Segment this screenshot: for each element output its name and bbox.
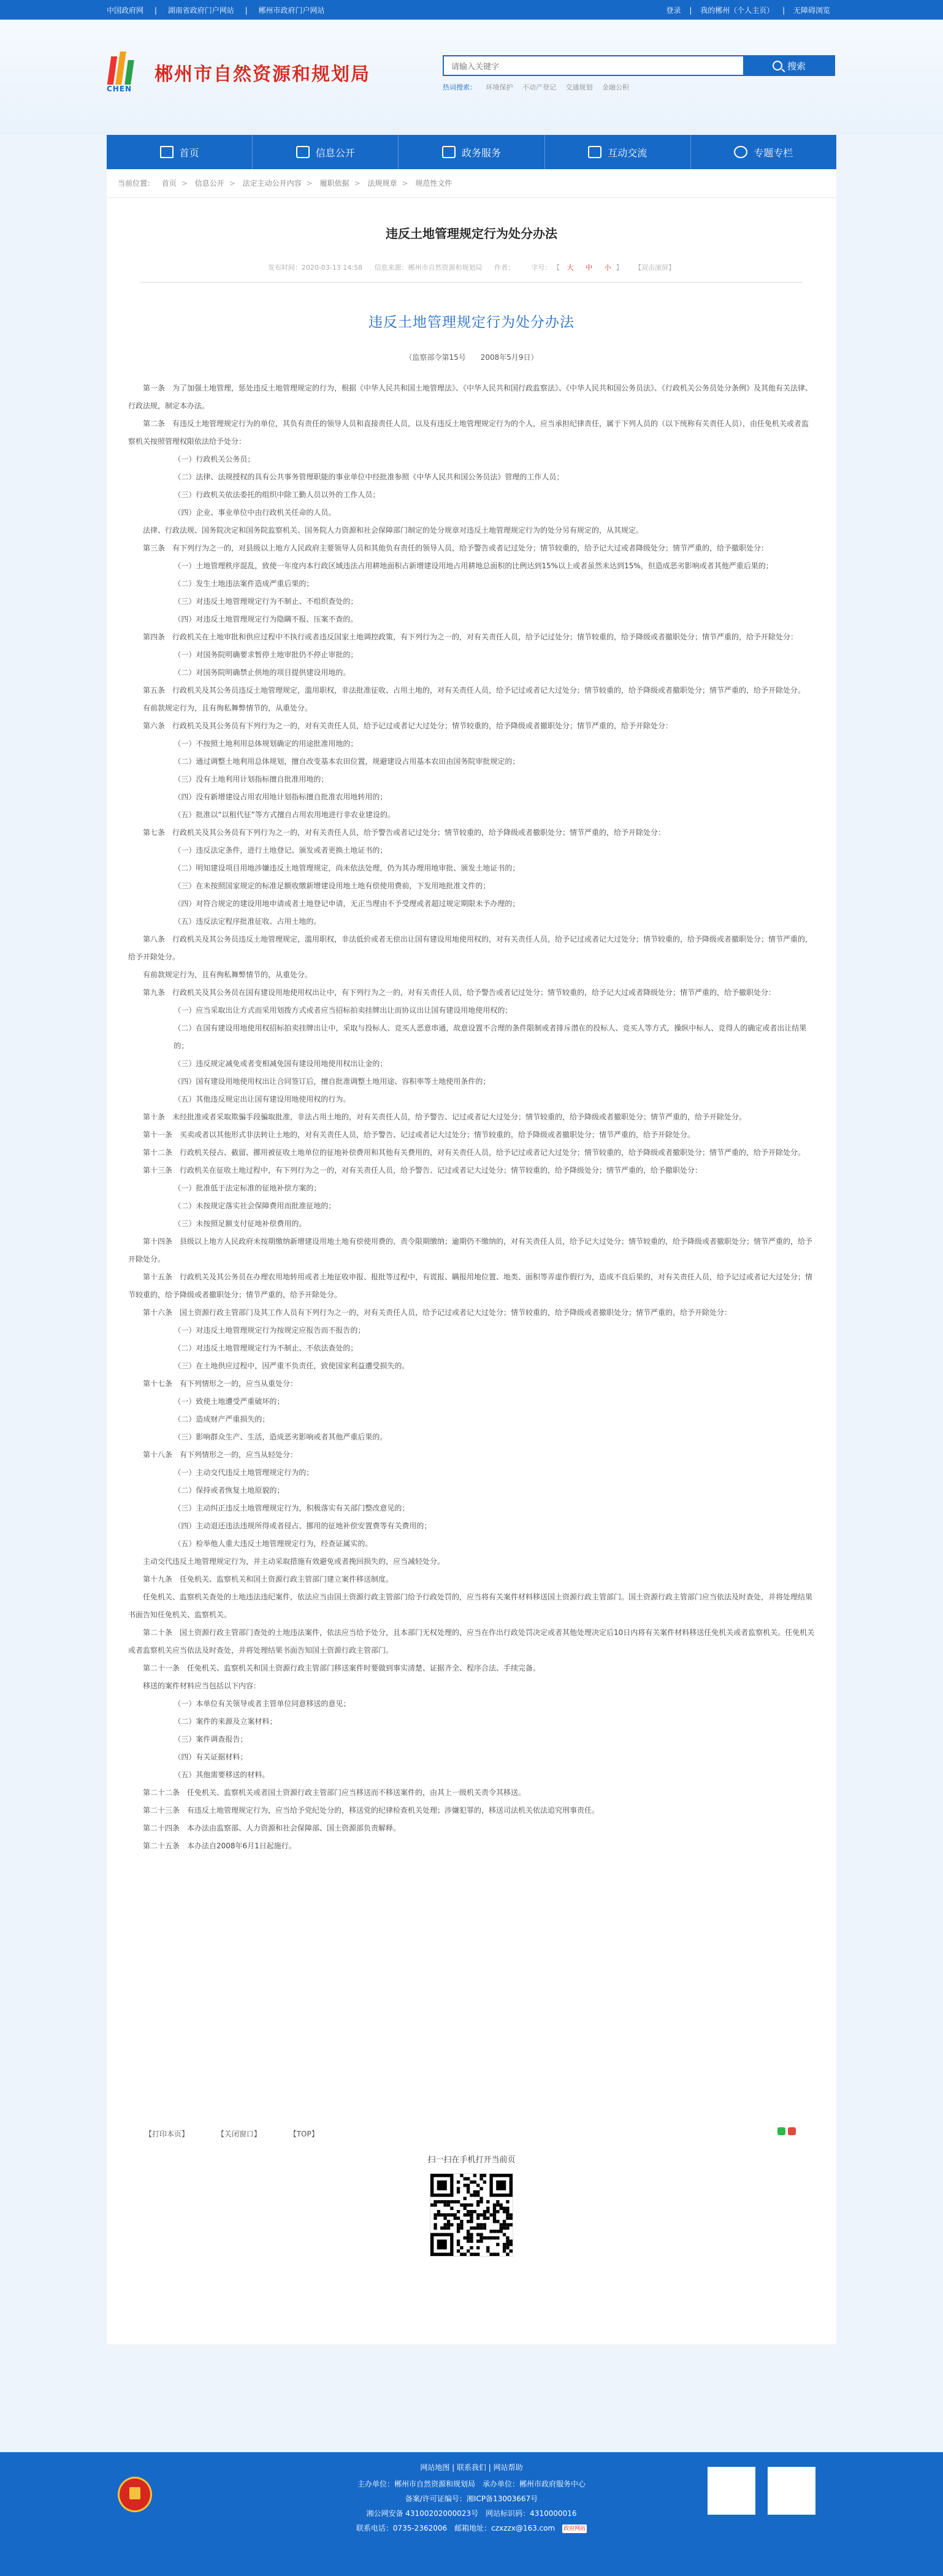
site-header: [0, 20, 943, 135]
nav-label: 首页: [179, 147, 199, 159]
footer-qr-codes: [695, 2467, 815, 2515]
paragraph: 第二条 有违反土地管理规定行为的单位，其负有责任的领导人员和直接责任人员，以及有违反土地管理规定行为的个人，应当承担纪律责任，属于下列人员的（以下统称有关责任人员），由任免机关或者监察机关按照管理权限依法给予处分：: [128, 419, 809, 446]
nav-home[interactable]: [107, 135, 253, 169]
paragraph: 第十二条 行政机关侵占、截留、挪用被征收土地单位的征地补偿费用和其他有关费用的，对有关责任人员，给予记过或者记大过处分；情节较重的，给予降级或者撤职处分；情节严重的，给予开除处分。: [143, 1148, 806, 1157]
article-meta: [107, 262, 836, 272]
breadcrumb-item[interactable]: 法规规章: [367, 179, 397, 188]
list-item: （一）应当采取出让方式而采用划拨方式或者应当招标拍卖挂牌出让而协议出让国有建设用地使用权的；: [174, 1006, 513, 1015]
accessibility-link[interactable]: 无障碍浏览: [793, 6, 830, 15]
link-hunan-portal[interactable]: 湖南省政府门户网站: [167, 6, 234, 15]
hot-words-label: 热词搜索：: [443, 83, 476, 91]
list-item: （一）对违反土地管理规定行为按规定应报告而不报告的；: [174, 1326, 365, 1335]
list-item: （三）在未按照国家规定的标准足额收缴新增建设用地土地有偿使用费前，下发用地批准文件的；: [174, 882, 491, 890]
paragraph: 第十一条 买卖或者以其他形式非法转让土地的，对有关责任人员，给予警告、记过或者记大过处分；情节较重的，给予降级或者撤职处分；情节严重的，给予开除处分。: [143, 1130, 695, 1139]
print-button[interactable]: 【打印本页】: [145, 2130, 189, 2138]
list-item: （二）法律、法规授权的具有公共事务管理职能的事业单位中经批准参照《中华人民共和国公务员法》管理的工作人员；: [174, 473, 564, 481]
qr-caption: 扫一扫在手机打开当前页: [427, 2155, 516, 2165]
font-size-control: 字号： 【 大 中 小 】: [531, 264, 625, 272]
list-item: （二）发生土地违法案件造成严重后果的；: [174, 579, 314, 588]
list-item: （三）违反规定减免或者变相减免国有建设用地使用权出让金的；: [174, 1059, 388, 1068]
list-item: （三）没有土地利用计划指标擅自批准用地的；: [174, 775, 329, 783]
paragraph: 第十七条 有下列情形之一的，应当从重处分：: [143, 1379, 298, 1388]
list-item: （二）造成财产严重损失的；: [174, 1415, 270, 1423]
breadcrumb-label: 当前位置：: [118, 179, 155, 188]
hot-word[interactable]: 交通规划: [565, 83, 593, 91]
search-button-label: 搜索: [787, 60, 806, 72]
gov-site-badge[interactable]: 政府网站: [563, 2525, 586, 2532]
footer-icp[interactable]: 备案/许可证编号：湘ICP备13003667号: [405, 2494, 538, 2503]
paragraph: 任免机关、监察机关查处的土地违法违纪案件，依法应当由国土资源行政主管部门给予行政处罚的，应当将有关案件材料移送国土资源行政主管部门。国土资源行政主管部门应当依法及时查处，并将处理结果书面告知任免机关、监察机关。: [128, 1593, 813, 1619]
list-item: （一）行政机关公务员；: [174, 455, 255, 463]
footer-host: 主办单位：郴州市自然资源和规划局 承办单位：郴州市政府服务中心: [357, 2480, 586, 2488]
font-large-button[interactable]: 大: [567, 264, 574, 272]
article-body: [128, 379, 815, 1855]
nav-label: 专题专栏: [754, 147, 793, 159]
paragraph: 第二十四条 本办法由监察部、人力资源和社会保障部、国土资源部负责解释。: [143, 1824, 401, 1832]
paragraph: 第二十条 国土资源行政主管部门查处的土地违法案件，依法应当给予处分，且本部门无权处理的，应当在作出行政处罚决定或者其他处理决定后10日内将有关案件材料移送任免机关或者监察机关。任免机关或者监察机关应当依法及时查处，并将处理结果书面告知国土资源行政主管部门。: [128, 1628, 815, 1655]
top-user-links: 登录 | 我的郴州（个人主页） | 无障碍浏览: [666, 6, 830, 15]
search-button[interactable]: [743, 55, 835, 76]
weibo-share-icon[interactable]: [788, 2127, 796, 2135]
info-source: 信息来源：郴州市自然资源和规划局: [374, 264, 483, 272]
breadcrumb-item[interactable]: 首页: [161, 179, 177, 188]
my-chenzhou-link[interactable]: 我的郴州（个人主页）: [700, 6, 774, 15]
footer-links[interactable]: 网站地图 | 联系我们 | 网站帮助: [420, 2463, 523, 2472]
paragraph: 第十八条 有下列情形之一的，应当从轻处分：: [143, 1450, 298, 1459]
wechat-qr-code: [708, 2467, 755, 2515]
hot-word[interactable]: 不动产登记: [522, 83, 556, 91]
paragraph: 移送的案件材料应当包括以下内容：: [143, 1682, 261, 1690]
list-item: （一）对国务院明确要求暂停土地审批仍不停止审批的；: [174, 650, 358, 659]
paragraph: 第十九条 任免机关、监察机关和国土资源行政主管部门建立案件移送制度。: [143, 1575, 394, 1583]
list-item: （五）其他需要移送的材料。: [174, 1770, 270, 1779]
paragraph: 第二十一条 任免机关、监察机关和国土资源行政主管部门移送案件时要做到事实清楚、证据齐全、程序合法、手续完备。: [143, 1664, 541, 1672]
nav-info-disclosure[interactable]: [253, 135, 399, 169]
list-item: （四）有关证据材料；: [174, 1753, 248, 1761]
search-input[interactable]: 请输入关键字: [443, 55, 743, 76]
nav-label: 互动交流: [608, 147, 647, 159]
list-item: （一）违反法定条件，进行土地登记、颁发或者更换土地证书的；: [174, 846, 388, 855]
list-item: （四）主动退还违法违规所得或者侵占、挪用的征地补偿安置费等有关费用的；: [174, 1522, 432, 1530]
paragraph: 第七条 行政机关及其公务员有下列行为之一的，对有关责任人员，给予警告或者记过处分；情节较重的，给予降级或者撤职处分；情节严重的，给予开除处分：: [143, 828, 666, 837]
list-item: （四）对违反土地管理规定行为隐瞒不报、压案不查的。: [174, 615, 358, 623]
list-item: （二）保持或者恢复土地原貌的；: [174, 1486, 284, 1495]
list-item: （二）通过调整土地利用总体规划，擅自改变基本农田位置，规避建设占用基本农田由国务院审批规定的；: [174, 757, 520, 766]
close-window-button[interactable]: 【关闭窗口】: [216, 2130, 261, 2138]
share-icons: [775, 2127, 796, 2135]
link-gov-cn[interactable]: 中国政府网: [107, 6, 144, 15]
paragraph: 第八条 行政机关及其公务员违反土地管理规定，滥用职权，非法低价或者无偿出让国有建设用地使用权的，对有关责任人员，给予记过或者记大过处分；情节较重的，给予降级或者撤职处分；情节严重的，给予开除处分。: [128, 935, 813, 961]
font-small-button[interactable]: 小: [604, 264, 611, 272]
list-item: （三）影响群众生产、生活，造成恶劣影响或者其他严重后果的。: [174, 1433, 388, 1441]
paragraph: 第二十二条 任免机关、监察机关或者国土资源行政主管部门应当移送而不移送案件的，由其上一级机关责令其移送。: [143, 1788, 526, 1797]
paragraph: 第十条 未经批准或者采取欺骗手段骗取批准，非法占用土地的，对有关责任人员，给予警告、记过或者记大过处分；情节较重的，给予降级或者撤职处分；情节严重的，给予开除处分。: [143, 1113, 747, 1121]
list-item: （一）致使土地遭受严重破坏的；: [174, 1397, 284, 1406]
font-medium-button[interactable]: 中: [586, 264, 593, 272]
search-area: [443, 55, 836, 92]
nav-label: 信息公开: [315, 147, 355, 159]
paragraph: 第十三条 行政机关在征收土地过程中，有下列行为之一的，对有关责任人员，给予警告、记过或者记大过处分；情节较重的，给予降级处分；情节严重的，给予撤职处分：: [143, 1166, 703, 1175]
paragraph: 第四条 行政机关在土地审批和供应过程中不执行或者违反国家土地调控政策，有下列行为之一的，对有关责任人员，给予记过处分；情节较重的，给予降级或者撤职处分；情节严重的，给予开除处分：: [143, 633, 798, 641]
paragraph: 第六条 行政机关及其公务员有下列行为之一的，对有关责任人员，给予记过或者记大过处分；情节较重的，给予降级或者撤职处分；情节严重的，给予开除处分：: [143, 722, 673, 730]
publish-date: 发布时间：2020-03-13 14:58: [267, 264, 363, 272]
list-item: （一）本单位有关领导或者主管单位同意移送的意见；: [174, 1699, 351, 1708]
breadcrumb-item[interactable]: 规范性文件: [415, 179, 452, 188]
document-icon: [296, 146, 310, 158]
list-item: （四）国有建设用地使用权出让合同签订后，擅自批准调整土地用途、容积率等土地使用条件的；: [174, 1077, 491, 1086]
list-item: （二）对国务院明确禁止供地的项目提供建设用地的。: [174, 668, 351, 677]
list-item: （三）在土地供应过程中，因严重不负责任，致使国家利益遭受损失的。: [174, 1362, 410, 1370]
back-to-top-button[interactable]: 【TOP】: [289, 2130, 319, 2138]
paragraph: 第一条 为了加强土地管理，惩处违反土地管理规定的行为，根据《中华人民共和国土地管理法》、《中华人民共和国行政监察法》、《中华人民共和国公务员法》、《行政机关公务员处分条例》及其他有关法律、行政法规，制定本办法。: [128, 384, 813, 410]
qr-block: [107, 2153, 836, 2257]
document-title: 违反土地管理规定行为处分办法: [368, 314, 575, 330]
list-item: （三）行政机关依法委托的组织中除工勤人员以外的工作人员；: [174, 490, 380, 499]
breadcrumb-item[interactable]: 履职依据: [319, 179, 349, 188]
link-chenzhou-portal[interactable]: 郴州市政府门户网站: [258, 6, 325, 15]
document-number: （监察部令第15号 2008年5月9日）: [405, 353, 538, 362]
paragraph: 第二十三条 有违反土地管理规定行为，应当给予党纪处分的，移送党的纪律检查机关处理；涉嫌犯罪的，移送司法机关依法追究刑事责任。: [143, 1806, 600, 1815]
list-item: （三）未按照足额支付征地补偿费用的。: [174, 1219, 307, 1228]
hot-word[interactable]: 金融公积: [602, 83, 629, 91]
logo-mark-icon: [107, 50, 147, 94]
list-item: （五）批准以“以租代征”等方式擅自占用农用地进行非农业建设的。: [174, 810, 395, 819]
login-link[interactable]: 登录: [666, 6, 681, 15]
list-item: （二）在国有建设用地使用权招标拍卖挂牌出让中，采取与投标人、竞买人恶意串通，故意设置不合理的条件限制或者排斥潜在的投标人、竞买人等方式，操纵中标人、竞得人的确定或者出让结果的；: [174, 1024, 807, 1050]
list-item: （五）违反法定程序批准征收、占用土地的。: [174, 917, 321, 926]
list-item: （四）对符合规定的建设用地申请或者土地登记申请，无正当理由不予受理或者超过规定期限未予办理的；: [174, 899, 520, 908]
breadcrumb-item[interactable]: 法定主动公开内容: [242, 179, 302, 188]
wechat-share-icon[interactable]: [777, 2127, 785, 2135]
search-icon: [773, 61, 782, 70]
paragraph: 第五条 行政机关及其公务员违反土地管理规定，滥用职权，非法批准征收、占用土地的，对有关责任人员，给予记过或者记大过处分；情节较重的，给予降级或者撤职处分；情节严重的，给予开除处分。: [143, 686, 806, 695]
paragraph: 法律、行政法规、国务院决定和国务院监察机关、国务院人力资源和社会保障部门制定的处分规章对违反土地管理规定行为的处分另有规定的，从其规定。: [143, 526, 644, 535]
paragraph: 第十四条 县级以上地方人民政府未按期缴纳新增建设用地土地有偿使用费的，责令限期缴纳；逾期仍不缴纳的，对有关责任人员，给予记大过处分；情节较重的，给予降级或者撤职处分；情节严重的，给予开除处分。: [128, 1237, 813, 1263]
footer-police[interactable]: 湘公网安备 43100202000023号 网站标识码：4310000016: [366, 2509, 577, 2518]
site-logo[interactable]: [107, 50, 370, 94]
app-qr-code: [768, 2467, 815, 2515]
main-nav: [107, 135, 836, 169]
list-item: （五）其他违反规定出让国有建设用地使用权的行为。: [174, 1095, 351, 1103]
scroll-toggle[interactable]: 【双击滚屏】: [635, 264, 676, 272]
list-item: （四）企业、事业单位中由行政机关任命的人员。: [174, 508, 336, 517]
top-links: 中国政府网 | 湖南省政府门户网站 | 郴州市政府门户网站: [107, 6, 325, 15]
footer-contact: 联系电话：0735-2362006 邮箱地址：czxzzx@163.com 政府网站: [356, 2524, 586, 2532]
nav-special-topics[interactable]: [691, 135, 836, 169]
list-item: （二）对违反土地管理规定行为不制止、不依法查处的；: [174, 1344, 358, 1352]
globe-icon: [734, 146, 747, 158]
hot-words: [443, 82, 836, 92]
hot-word[interactable]: 环境保护: [486, 83, 513, 91]
nav-label: 政务服务: [462, 147, 502, 159]
site-footer: [0, 2452, 943, 2576]
nav-interaction[interactable]: [545, 135, 691, 169]
author: 作者：: [494, 264, 515, 272]
nav-gov-services[interactable]: [399, 135, 544, 169]
paragraph: 第九条 行政机关及其公务员在国有建设用地使用权出让中，有下列行为之一的，对有关责任人员，给予警告或者记过处分；情节较重的，给予记大过或者降级处分；情节严重的，给予撤职处分：: [143, 988, 776, 997]
list-item: （一）土地管理秩序混乱，致使一年度内本行政区域违法占用耕地面积占新增建设用地占用耕地总面积的比例达到15%以上或者虽然未达到15%，但造成恶劣影响或者其他严重后果的；: [174, 562, 773, 570]
chat-icon: [588, 146, 601, 158]
list-item: （三）主动纠正违反土地管理规定行为，积极落实有关部门整改意见的；: [174, 1504, 410, 1512]
list-item: （三）对违反土地管理规定行为不制止、不组织查处的；: [174, 597, 358, 606]
breadcrumb-item[interactable]: 信息公开: [194, 179, 224, 188]
paragraph: 第十六条 国土资源行政主管部门及其工作人员有下列行为之一的，对有关责任人员，给予记过或者记大过处分；情节较重的，给予降级或者撤职处分；情节严重的，给予开除处分：: [143, 1308, 732, 1317]
page-qr-code: [430, 2173, 513, 2257]
home-icon: [160, 146, 174, 158]
paragraph: 第二十五条 本办法自2008年6月1日起施行。: [143, 1842, 296, 1850]
paragraph: 有前款规定行为，且有徇私舞弊情节的，从重处分。: [143, 704, 313, 712]
paragraph: 第十五条 行政机关及其公务员在办理农用地转用或者土地征收申报、报批等过程中，有谎报、瞒报用地位置、地类、面积等弄虚作假行为，造成不良后果的，对有关责任人员，给予记过或者记大过处分；情节较重的，给予降级或者撤职处分；情节严重的，给予开除处分。: [128, 1273, 813, 1299]
paragraph: 有前款规定行为，且有徇私舞弊情节的，从重处分。: [143, 970, 313, 979]
site-title: 郴州市自然资源和规划局: [155, 64, 370, 85]
divider: [140, 282, 803, 283]
list-item: （二）明知建设项目用地涉嫌违反土地管理规定，尚未依法处理，仍为其办理用地审批、颁发土地证书的；: [174, 864, 520, 872]
list-item: （一）主动交代违反土地管理规定行为的；: [174, 1468, 314, 1477]
list-item: （一）批准低于法定标准的征地补偿方案的；: [174, 1184, 321, 1192]
page-title: 违反土地管理规定行为处分办法: [386, 226, 557, 241]
paragraph: 第三条 有下列行为之一的，对县级以上地方人民政府主要领导人员和其他负有责任的领导人员，给予警告或者记过处分；情节较重的，给予记大过或者降级处分；情节严重的，给予撤职处分：: [143, 544, 769, 552]
briefcase-icon: [442, 146, 456, 158]
top-bar: [0, 0, 943, 20]
article-tools: [145, 2128, 798, 2139]
paragraph: 主动交代违反土地管理规定行为，并主动采取措施有效避免或者挽回损失的，应当减轻处分。: [143, 1557, 445, 1566]
list-item: （一）不按照土地利用总体规划确定的用途批准用地的；: [174, 739, 358, 748]
content-card: [107, 169, 836, 2344]
list-item: （三）案件调查报告；: [174, 1735, 248, 1743]
logo-subtext: CHEN: [107, 85, 132, 93]
list-item: （二）案件的来源及立案材料；: [174, 1717, 277, 1726]
list-item: （二）未按规定落实社会保障费用而批准征地的；: [174, 1202, 336, 1210]
breadcrumb: 当前位置： 首页 > 信息公开 > 法定主动公开内容 > 履职依据 > 法规规章 > 规范性文件: [107, 169, 836, 198]
list-item: （四）没有新增建设占用农用地计划指标擅自批准农用地转用的；: [174, 793, 388, 801]
list-item: （五）检举他人重大违反土地管理规定行为，经查证属实的。: [174, 1539, 373, 1548]
